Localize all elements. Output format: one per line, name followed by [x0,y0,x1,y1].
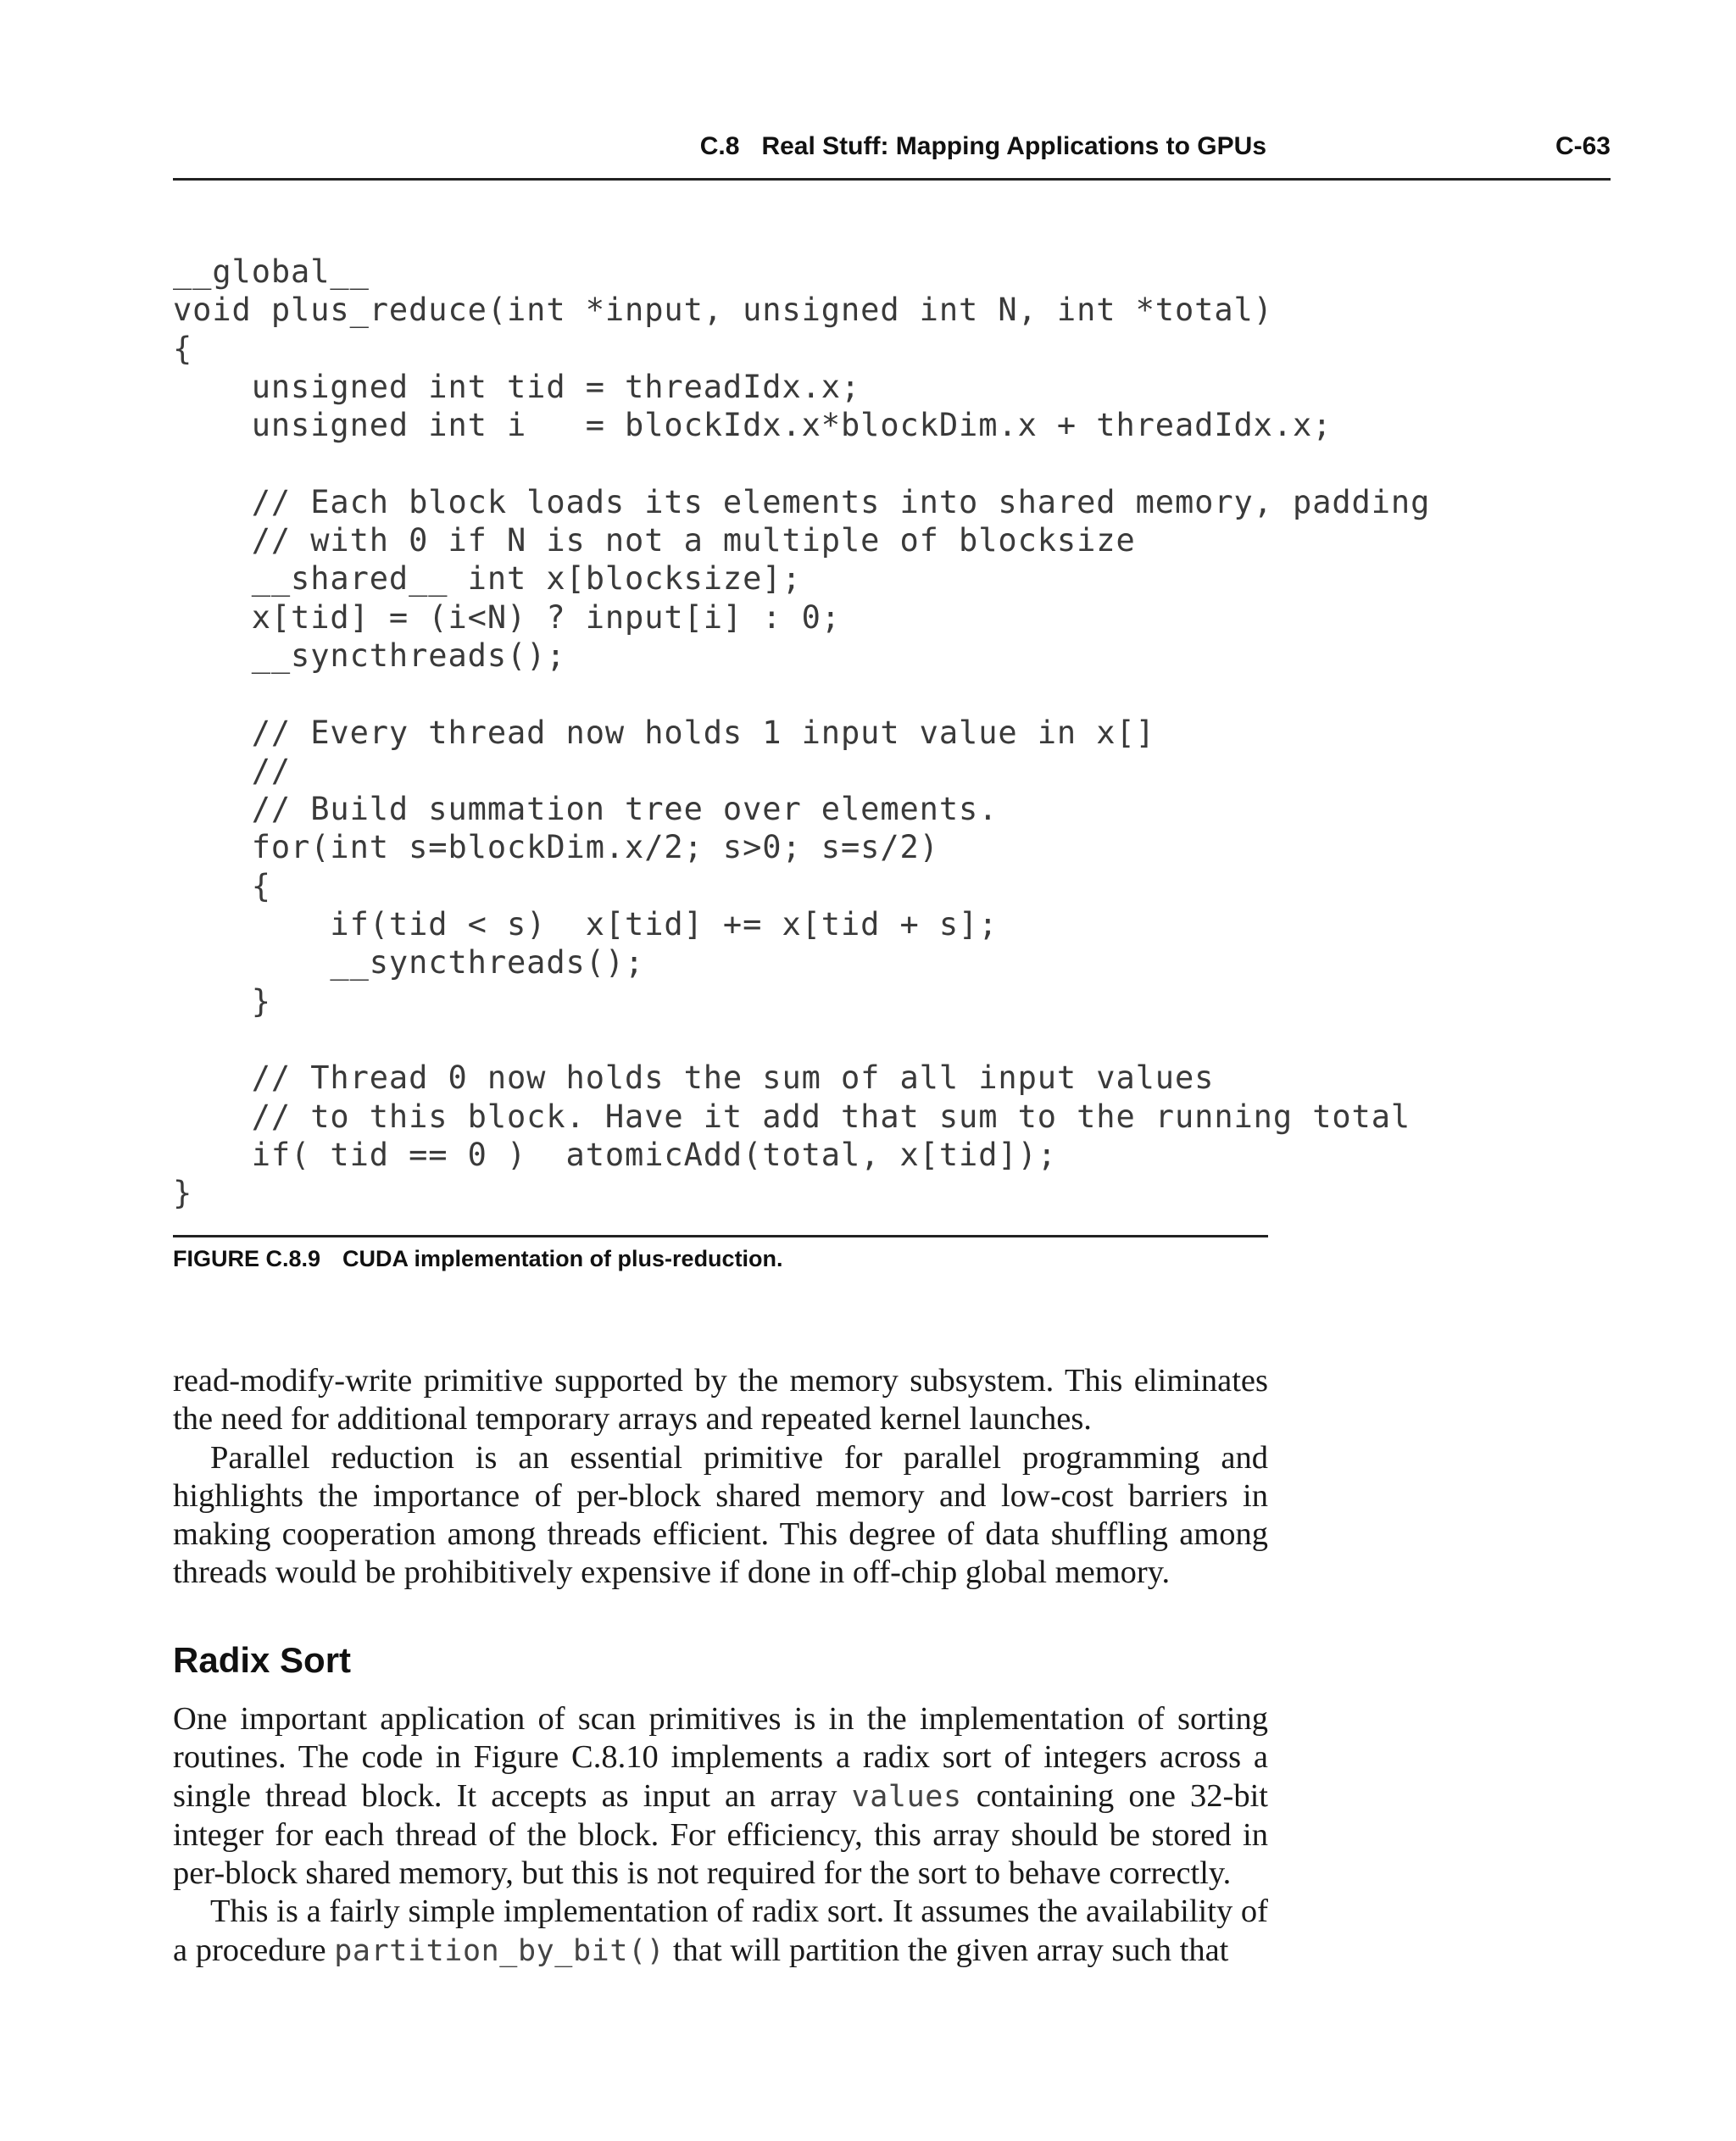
code-line: unsigned int i = blockIdx.x*blockDim.x + threadIdx.x; [173,407,1333,444]
code-line: // Thread 0 now holds the sum of all input values [173,1059,1215,1097]
code-line: { [173,330,193,367]
paragraph-text: containing one 32-bit integer for each thread of the block. For efficiency, this array should be stored in per-block shared memory, but this is not required for the sort to behave correctly. [173,1777,1268,1892]
figure-label: FIGURE C.8.9 [173,1246,321,1271]
code-line: __shared__ int x[blocksize]; [173,560,802,598]
code-line: if(tid < s) x[tid] += x[tid + s]; [173,906,999,943]
code-line [173,1020,1430,1059]
section-title: Real Stuff: Mapping Applications to GPUs [761,132,1266,160]
running-header [173,125,1611,181]
code-line: __global__ [173,253,370,290]
code-line: // Each block loads its elements into shared memory, padding [173,483,1431,520]
code-line: } [173,1175,193,1212]
code-line: // Every thread now holds 1 input value in x[] [173,714,1155,751]
body-text-upper [173,1362,1268,1593]
code-line: // [173,752,292,789]
paragraph: read-modify-write primitive supported by the memory subsystem. This eliminates the need for additional temporary arrays and repeated kernel launches. [173,1363,1268,1438]
paragraph-text: This is a fairly simple implementation of radix sort. It assumes the availability of a procedure [173,1894,1268,1968]
code-line: __syncthreads(); [173,637,566,674]
section-number: C.8 [699,132,740,160]
code-line [173,444,1430,482]
page-number: C-63 [1555,132,1611,160]
paragraph [173,1700,1268,1893]
code-line: for(int s=blockDim.x/2; s>0; s=s/2) [173,829,939,866]
paragraph-text: One important application of scan primitives is in the implementation of sorting routines. The code in Figure C.8.10 implements a radix sort of integers across a single thread block. It accepts as input an array [173,1701,1268,1814]
code-listing [173,253,1430,1212]
figure-caption [173,1246,783,1272]
code-line [173,675,1430,713]
paragraph: Parallel reduction is an essential primitive for parallel programming and highlights the importance of per-block shared memory and low-cost barriers in making cooperation among threads efficient. This degree of data shuffling among threads would be prohibitively expensive if done in off-chip global memory. [173,1439,1268,1591]
figure-caption-text: CUDA implementation of plus-reduction. [342,1246,783,1271]
code-line: // to this block. Have it add that sum to the running total [173,1098,1411,1135]
paragraph [173,1893,1268,1971]
code-line: // Build summation tree over elements. [173,791,999,828]
body-text-lower [173,1700,1268,1971]
inline-code: values [851,1779,962,1814]
code-line: // with 0 if N is not a multiple of blocksize [173,522,1136,559]
code-line: } [173,982,271,1020]
code-line: x[tid] = (i<N) ? input[i] : 0; [173,598,841,636]
subsection-heading: Radix Sort [173,1640,352,1680]
paragraph-text: that will partition the given array such that [665,1932,1229,1968]
inline-code: partition_by_bit() [334,1933,665,1968]
code-line: { [173,867,271,904]
code-line: __syncthreads(); [173,944,645,982]
code-line: if( tid == 0 ) atomicAdd(total, x[tid]); [173,1136,1057,1173]
figure-divider [173,1235,1268,1237]
code-line: unsigned int tid = threadIdx.x; [173,368,861,405]
section-heading [700,132,1266,161]
code-line: void plus_reduce(int *input, unsigned int N, int *total) [173,292,1273,329]
